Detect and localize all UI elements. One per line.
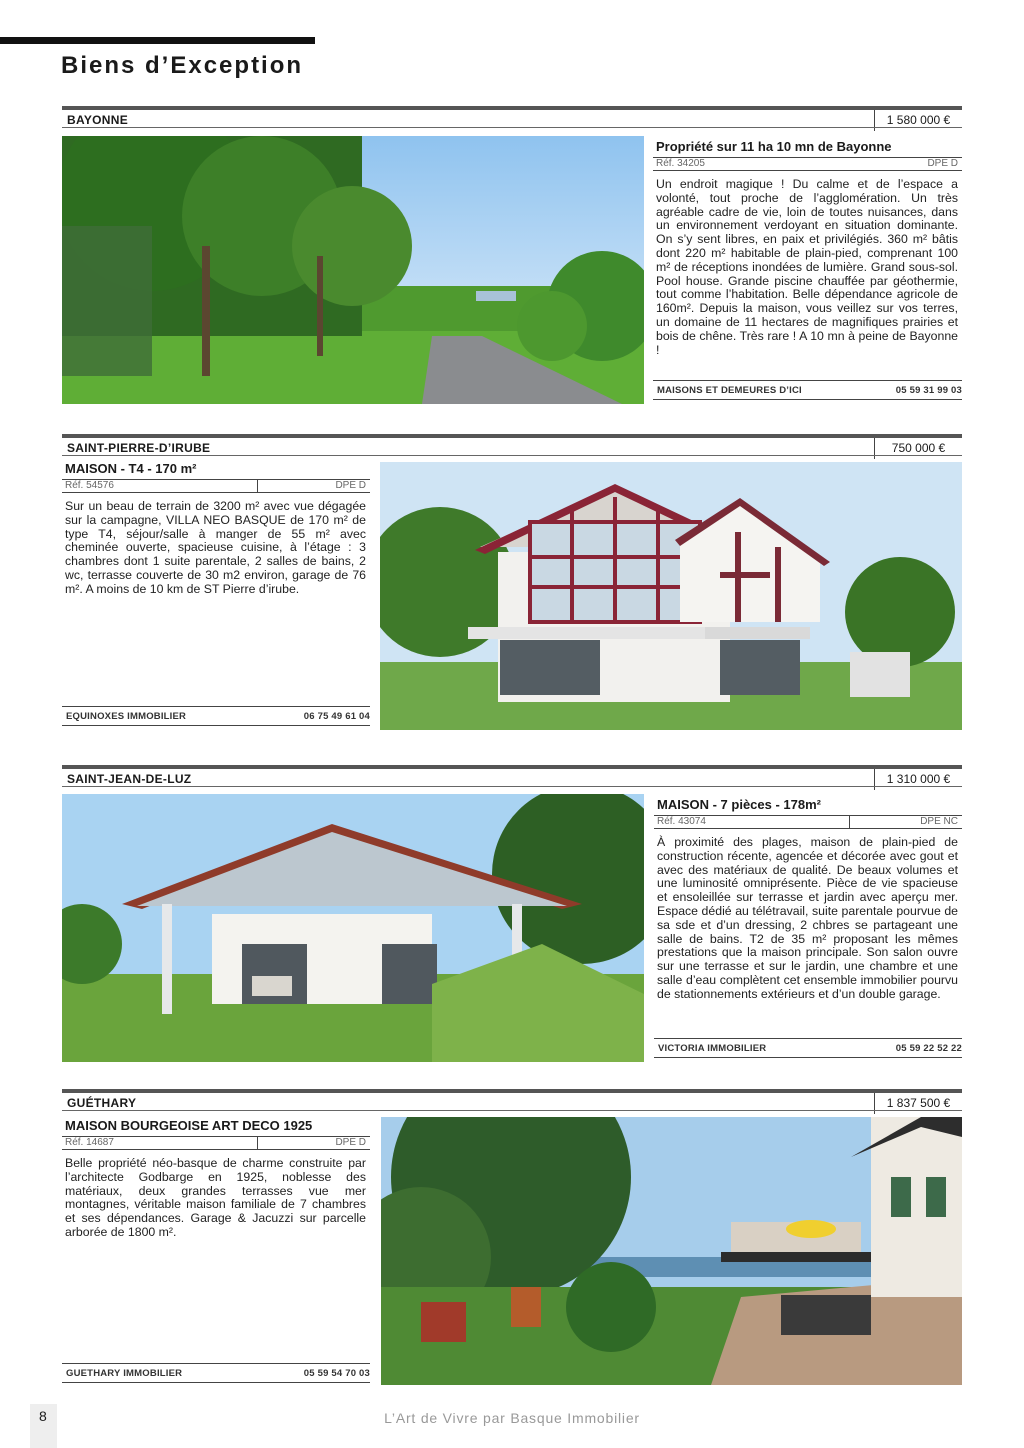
ref-divider: [257, 1137, 258, 1149]
agency-name: MAISONS ET DEMEURES D’ICI: [657, 385, 802, 396]
listing-footer: [654, 1038, 962, 1058]
listing-dpe: DPE D: [927, 158, 958, 169]
listing-ref: Réf. 54576: [65, 480, 114, 491]
listing-city: SAINT-PIERRE-D’IRUBE: [67, 441, 211, 455]
listing-description: Un endroit magique ! Du calme et de l’espace a volonté, tout proche de l’agglomération. Un très agréable cadre de vie, loin de toutes nuisances, dans un environnement verdoyant en situation dominante. On s’y sent libres, en paix et privilégiés. 360 m² bâtis dont 220 m² habitable de plain-pied, comprenant 100 m² de réceptions inondées de lumière. Grand sous-sol. Pool house. Grande piscine chauffée par géothermie, tout comme l’habitation. Belle dépendance agricole de 160m². Depuis la maison, vous veillez sur vos terres, un domaine de 11 hectares de magnifiques prairies et bois de chêne. Très rare ! A 10 mn à peine de Bayonne !: [656, 177, 958, 357]
listing-price: 1 310 000 €: [874, 769, 962, 790]
listing-photo: [381, 1117, 962, 1385]
listing-photo: [62, 136, 644, 404]
listing-info: [654, 794, 962, 1002]
listing-ref: Réf. 14687: [65, 1137, 114, 1148]
page-title: Biens d’Exception: [61, 52, 304, 79]
agency-phone[interactable]: 06 75 49 61 04: [303, 711, 370, 722]
ref-divider: [257, 480, 258, 492]
agency-name: VICTORIA IMMOBILIER: [658, 1043, 767, 1054]
listing-dpe: DPE NC: [920, 816, 958, 827]
listing-price: 1 580 000 €: [874, 110, 962, 131]
ref-divider: [849, 816, 850, 828]
agency-name: EQUINOXES IMMOBILIER: [66, 711, 187, 722]
agency-phone[interactable]: 05 59 22 52 22: [895, 1043, 962, 1054]
top-accent-bar: [0, 37, 315, 44]
listing-saint-pierre-d-irube: [62, 434, 962, 734]
listing-ref: Réf. 43074: [657, 816, 706, 827]
listing-title: MAISON - T4 - 170 m²: [62, 458, 370, 480]
ref-row: [62, 1137, 370, 1150]
listing-dpe: DPE D: [335, 1137, 366, 1148]
listing-footer: [62, 706, 370, 726]
listing-title: MAISON BOURGEOISE ART DECO 1925: [62, 1115, 370, 1137]
listing-header: [62, 106, 962, 128]
listing-dpe: DPE D: [335, 480, 366, 491]
listing-title: MAISON - 7 pièces - 178m²: [654, 794, 962, 816]
listing-guethary: [62, 1089, 962, 1389]
listing-footer: [653, 380, 962, 400]
listing-saint-jean-de-luz: [62, 765, 962, 1065]
agency-phone[interactable]: 05 59 54 70 03: [303, 1368, 370, 1379]
listing-header: [62, 1089, 962, 1111]
listing-city: BAYONNE: [67, 113, 129, 127]
listing-photo: [62, 794, 644, 1062]
listing-header: [62, 434, 962, 456]
ref-row: [654, 816, 962, 829]
listing-price: 750 000 €: [874, 438, 962, 459]
ref-row: [653, 158, 962, 171]
agency-name: GUETHARY IMMOBILIER: [66, 1368, 183, 1379]
listing-photo: [380, 462, 962, 730]
agency-phone[interactable]: 05 59 31 99 03: [895, 385, 962, 396]
listing-info: [62, 458, 370, 597]
listing-info: [62, 1115, 370, 1240]
listing-description: Sur un beau de terrain de 3200 m² avec vue dégagée sur la campagne, VILLA NEO BASQUE de 170 m² de type T4, séjour/salle à manger de 55 m² avec cheminée ouverte, spacieuse cuisine, à l’étage : 3 chambres dont 1 suite parentale, 2 salles de bains, 2 wc, terrasse couverte de 30 m2 environ, garage de 76 m². A moins de 10 km de ST Pierre d’irube.: [65, 499, 366, 596]
ref-row: [62, 480, 370, 493]
listing-description: Belle propriété néo-basque de charme construite par l’architecte Godbarge en 1925, noblesse des matériaux, deux grandes terrasses vue mer montagnes, véritable maison familiale de 7 chambres et ses dépendances. Garage & Jacuzzi sur parcelle arborée de 1800 m².: [65, 1156, 366, 1239]
listing-info: [653, 136, 962, 357]
listing-footer: [62, 1363, 370, 1383]
page-number: 8: [39, 1408, 47, 1424]
listing-description: À proximité des plages, maison de plain-pied de construction récente, agencée et décorée avec gout et avec des matériaux de qualité. De beaux volumes et une luminosité omniprésente. Pièce de vie spacieuse et ensoleillée sur terrasse et jardin avec aperçu mer. Espace dédié au télétravail, suite parentale pourvue de sa sde et d’un dressing, 2 chbres se partageant une salle de bains. T2 de 35 m² proposant les mêmes prestations que la maison principale. Son salon ouvre sur une terrasse et sur le jardin, une chambre et une salle d’eau complètent cet ensemble immobilier pourvu de stationnements extérieurs et d’un double garage.: [657, 835, 958, 1001]
listing-title: Propriété sur 11 ha 10 mn de Bayonne: [653, 136, 962, 158]
listing-price: 1 837 500 €: [874, 1093, 962, 1114]
listing-bayonne: [62, 106, 962, 406]
listing-header: [62, 765, 962, 787]
listing-city: SAINT-JEAN-DE-LUZ: [67, 772, 192, 786]
listing-city: GUÉTHARY: [67, 1096, 137, 1110]
listing-ref: Réf. 34205: [656, 158, 705, 169]
footer-title: L’Art de Vivre par Basque Immobilier: [384, 1410, 640, 1426]
